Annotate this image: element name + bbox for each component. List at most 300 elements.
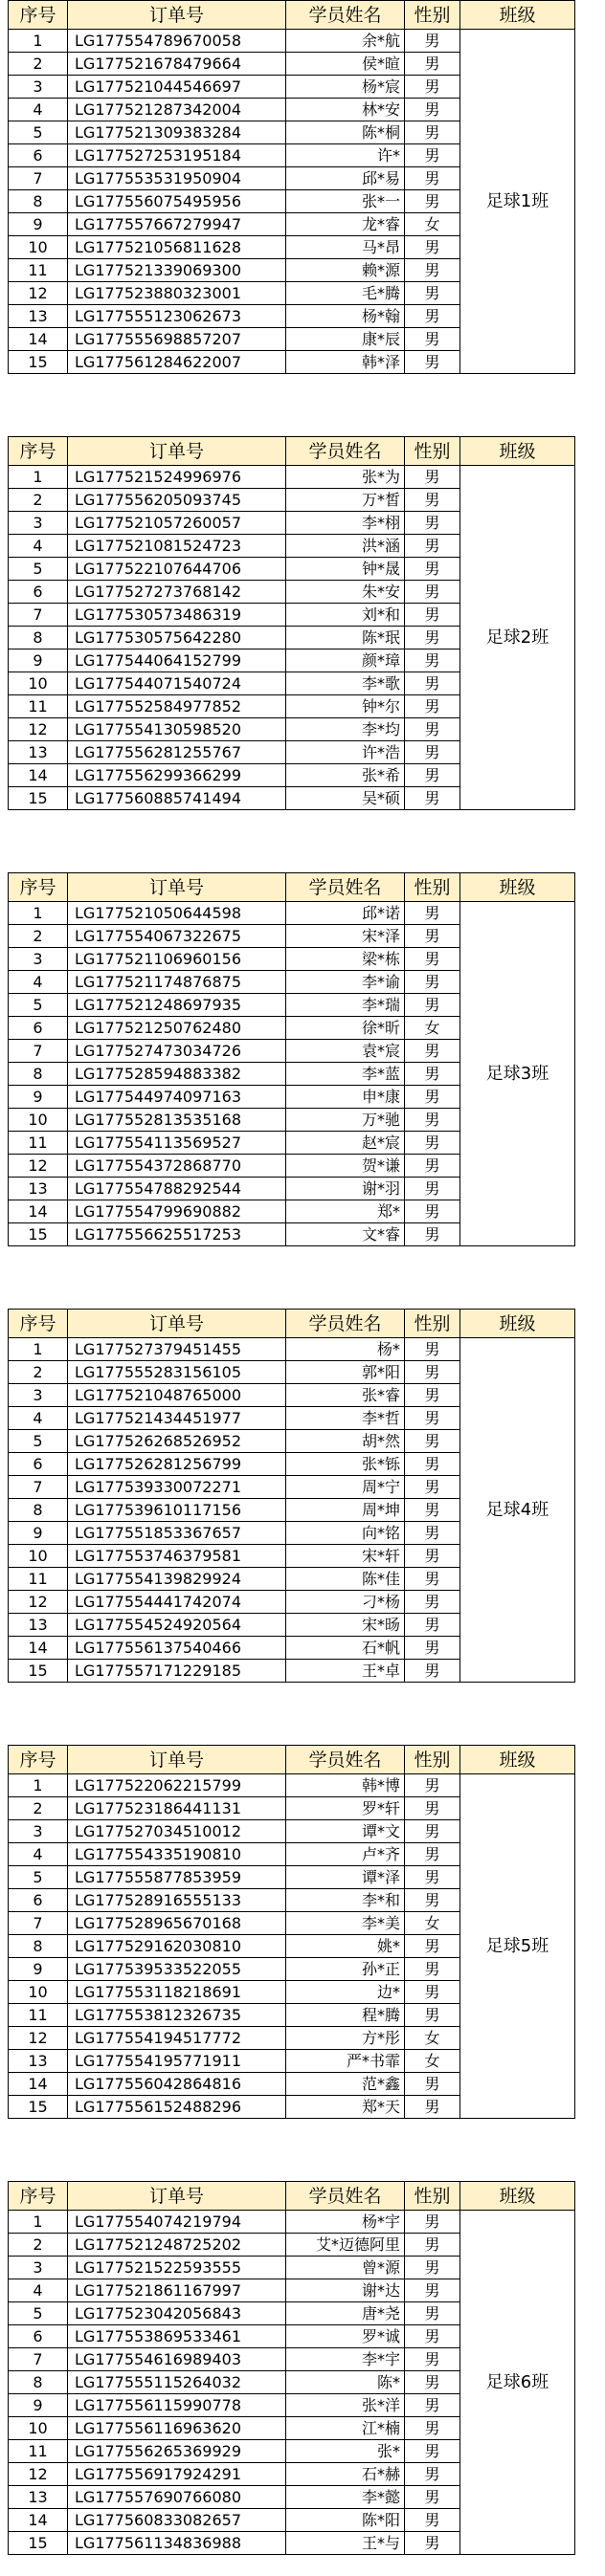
gender-cell: 男 (405, 1223, 460, 1246)
row-index-cell: 11 (9, 259, 68, 282)
row-index-cell: 2 (9, 1361, 68, 1384)
gender-cell: 男 (405, 2004, 460, 2027)
gender-cell: 男 (405, 2371, 460, 2394)
row-index-cell: 12 (9, 2463, 68, 2486)
student-name-cell: 邱*易 (286, 167, 405, 190)
header-gender: 性别 (405, 1, 460, 30)
student-name-cell: 钟*晟 (286, 558, 405, 581)
student-name-cell: 向*铭 (286, 1522, 405, 1545)
order-number-cell: LG177556137540466 (68, 1637, 286, 1660)
order-number-cell: LG177556265369929 (68, 2440, 286, 2463)
student-name-cell: 颜*璋 (286, 650, 405, 672)
row-index-cell: 10 (9, 1545, 68, 1568)
student-name-cell: 李*宇 (286, 2348, 405, 2371)
row-index-cell: 10 (9, 1981, 68, 2004)
gender-cell: 男 (405, 1981, 460, 2004)
gender-cell: 男 (405, 558, 460, 581)
header-index: 序号 (9, 1746, 68, 1774)
row-index-cell: 14 (9, 2073, 68, 2096)
order-number-cell: LG177554335190810 (68, 1843, 286, 1866)
student-name-cell: 陈*阳 (286, 2509, 405, 2532)
class-roster-table (8, 2181, 575, 2555)
gender-cell: 男 (405, 144, 460, 167)
order-number-cell: LG177554616989403 (68, 2348, 286, 2371)
order-number-cell: LG177556281255767 (68, 741, 286, 764)
row-index-cell: 4 (9, 1843, 68, 1866)
order-number-cell: LG177530573486319 (68, 604, 286, 627)
order-number-cell: LG177555877853959 (68, 1866, 286, 1889)
order-number-cell: LG177555698857207 (68, 328, 286, 351)
header-order-number: 订单号 (68, 2182, 286, 2211)
gender-cell: 男 (405, 1338, 460, 1361)
row-index-cell: 15 (9, 351, 68, 374)
header-student-name: 学员姓名 (286, 1310, 405, 1338)
header-index: 序号 (9, 1, 68, 30)
order-number-cell: LG177555115264032 (68, 2371, 286, 2394)
student-name-cell: 李*美 (286, 1912, 405, 1935)
row-index-cell: 1 (9, 1774, 68, 1797)
row-index-cell: 9 (9, 213, 68, 236)
student-name-cell: 谭*文 (286, 1820, 405, 1843)
order-number-cell: LG177554372868770 (68, 1155, 286, 1178)
row-index-cell: 13 (9, 1614, 68, 1637)
order-number-cell: LG177561284622007 (68, 351, 286, 374)
class-name-cell: 足球4班 (460, 1338, 575, 1683)
order-number-cell: LG177521044546697 (68, 76, 286, 99)
row-index-cell: 3 (9, 2257, 68, 2279)
student-name-cell: 龙*睿 (286, 213, 405, 236)
gender-cell: 女 (405, 1912, 460, 1935)
order-number-cell: LG177544071540724 (68, 672, 286, 695)
row-index-cell: 8 (9, 190, 68, 213)
row-index-cell: 8 (9, 2371, 68, 2394)
row-index-cell: 8 (9, 1063, 68, 1086)
row-index-cell: 4 (9, 535, 68, 558)
gender-cell: 男 (405, 2234, 460, 2257)
order-number-cell: LG177527273768142 (68, 581, 286, 604)
row-index-cell: 12 (9, 1155, 68, 1178)
student-name-cell: 文*睿 (286, 1223, 405, 1246)
order-number-cell: LG177552584977852 (68, 695, 286, 718)
gender-cell: 男 (405, 1843, 460, 1866)
order-number-cell: LG177555123062673 (68, 305, 286, 328)
gender-cell: 男 (405, 1591, 460, 1614)
gender-cell: 男 (405, 2096, 460, 2119)
order-number-cell: LG177560833082657 (68, 2509, 286, 2532)
student-name-cell: 刘*和 (286, 604, 405, 627)
order-number-cell: LG177521861167997 (68, 2279, 286, 2302)
row-index-cell: 10 (9, 672, 68, 695)
student-name-cell: 石*赫 (286, 2463, 405, 2486)
gender-cell: 男 (405, 2211, 460, 2234)
student-name-cell: 陈*珉 (286, 627, 405, 650)
row-index-cell: 10 (9, 236, 68, 259)
student-name-cell: 韩*博 (286, 1774, 405, 1797)
row-index-cell: 8 (9, 1935, 68, 1958)
order-number-cell: LG177523042056843 (68, 2302, 286, 2325)
gender-cell: 男 (405, 764, 460, 787)
student-name-cell: 艾*迈德阿里 (286, 2234, 405, 2257)
student-name-cell: 曾*源 (286, 2257, 405, 2279)
row-index-cell: 10 (9, 1109, 68, 1132)
gender-cell: 男 (405, 650, 460, 672)
order-number-cell: LG177527253195184 (68, 144, 286, 167)
student-name-cell: 梁*栋 (286, 948, 405, 971)
student-name-cell: 王*卓 (286, 1660, 405, 1683)
gender-cell: 男 (405, 994, 460, 1017)
row-index-cell: 11 (9, 2440, 68, 2463)
header-student-name: 学员姓名 (286, 873, 405, 902)
order-number-cell: LG177521048765000 (68, 1384, 286, 1407)
gender-cell: 男 (405, 627, 460, 650)
gender-cell: 男 (405, 167, 460, 190)
gender-cell: 男 (405, 672, 460, 695)
order-number-cell: LG177554789670058 (68, 30, 286, 53)
class-roster-table (8, 0, 575, 374)
student-name-cell: 徐*昕 (286, 1017, 405, 1040)
student-name-cell: 李*蓝 (286, 1063, 405, 1086)
header-class: 班级 (460, 437, 575, 466)
class-roster-table (8, 1745, 575, 2119)
row-index-cell: 7 (9, 604, 68, 627)
gender-cell: 男 (405, 236, 460, 259)
header-row (9, 437, 575, 466)
row-index-cell: 6 (9, 144, 68, 167)
row-index-cell: 14 (9, 328, 68, 351)
row-index-cell: 7 (9, 1476, 68, 1499)
header-index: 序号 (9, 437, 68, 466)
order-number-cell: LG177554067322675 (68, 925, 286, 948)
student-name-cell: 张*睿 (286, 1384, 405, 1407)
order-number-cell: LG177521050644598 (68, 902, 286, 925)
student-name-cell: 张* (286, 2440, 405, 2463)
row-index-cell: 14 (9, 764, 68, 787)
student-name-cell: 张*铄 (286, 1453, 405, 1476)
order-number-cell: LG177557667279947 (68, 213, 286, 236)
order-number-cell: LG177521434451977 (68, 1407, 286, 1430)
row-index-cell: 12 (9, 282, 68, 305)
header-index: 序号 (9, 873, 68, 902)
row-index-cell: 13 (9, 2050, 68, 2073)
order-number-cell: LG177557171229185 (68, 1660, 286, 1683)
row-index-cell: 15 (9, 1660, 68, 1683)
gender-cell: 男 (405, 1568, 460, 1591)
gender-cell: 男 (405, 1660, 460, 1683)
order-number-cell: LG177553869533461 (68, 2325, 286, 2348)
order-number-cell: LG177521522593555 (68, 2257, 286, 2279)
order-number-cell: LG177556075495956 (68, 190, 286, 213)
row-index-cell: 13 (9, 741, 68, 764)
gender-cell: 男 (405, 1361, 460, 1384)
row-index-cell: 15 (9, 2096, 68, 2119)
header-student-name: 学员姓名 (286, 437, 405, 466)
row-index-cell: 11 (9, 1132, 68, 1155)
student-name-cell: 郑*天 (286, 2096, 405, 2119)
row-index-cell: 1 (9, 30, 68, 53)
gender-cell: 男 (405, 2509, 460, 2532)
gender-cell: 男 (405, 1063, 460, 1086)
order-number-cell: LG177523880323001 (68, 282, 286, 305)
gender-cell: 男 (405, 2348, 460, 2371)
row-index-cell: 14 (9, 2509, 68, 2532)
row-index-cell: 9 (9, 1958, 68, 1981)
row-index-cell: 5 (9, 2302, 68, 2325)
gender-cell: 男 (405, 1820, 460, 1843)
row-index-cell: 13 (9, 305, 68, 328)
row-index-cell: 7 (9, 2348, 68, 2371)
row-index-cell: 5 (9, 121, 68, 144)
gender-cell: 男 (405, 1086, 460, 1109)
order-number-cell: LG177521174876875 (68, 971, 286, 994)
row-index-cell: 4 (9, 99, 68, 121)
row-index-cell: 3 (9, 512, 68, 535)
header-gender: 性别 (405, 437, 460, 466)
row-index-cell: 1 (9, 1338, 68, 1361)
row-index-cell: 2 (9, 2234, 68, 2257)
row-index-cell: 8 (9, 1499, 68, 1522)
order-number-cell: LG177521056811628 (68, 236, 286, 259)
order-number-cell: LG177522062215799 (68, 1774, 286, 1797)
order-number-cell: LG177527034510012 (68, 1820, 286, 1843)
order-number-cell: LG177553746379581 (68, 1545, 286, 1568)
header-order-number: 订单号 (68, 1, 286, 30)
row-index-cell: 1 (9, 2211, 68, 2234)
gender-cell: 男 (405, 787, 460, 810)
student-name-cell: 罗*轩 (286, 1797, 405, 1820)
gender-cell: 男 (405, 30, 460, 53)
order-number-cell: LG177539610117156 (68, 1499, 286, 1522)
student-name-cell: 许*浩 (286, 741, 405, 764)
student-name-cell: 卢*齐 (286, 1843, 405, 1866)
gender-cell: 男 (405, 351, 460, 374)
row-index-cell: 2 (9, 925, 68, 948)
student-name-cell: 杨*宸 (286, 76, 405, 99)
order-number-cell: LG177556115990778 (68, 2394, 286, 2417)
header-row (9, 1310, 575, 1338)
gender-cell: 男 (405, 718, 460, 741)
gender-cell: 男 (405, 1935, 460, 1958)
student-name-cell: 赵*宸 (286, 1132, 405, 1155)
student-name-cell: 康*辰 (286, 328, 405, 351)
header-row (9, 1, 575, 30)
student-name-cell: 姚* (286, 1935, 405, 1958)
gender-cell: 男 (405, 695, 460, 718)
table-row (9, 466, 575, 489)
row-index-cell: 4 (9, 2279, 68, 2302)
class-roster-table (8, 872, 575, 1246)
order-number-cell: LG177556042864816 (68, 2073, 286, 2096)
order-number-cell: LG177523186441131 (68, 1797, 286, 1820)
order-number-cell: LG177526281256799 (68, 1453, 286, 1476)
order-number-cell: LG177521524996976 (68, 466, 286, 489)
gender-cell: 男 (405, 190, 460, 213)
gender-cell: 男 (405, 99, 460, 121)
student-name-cell: 刁*杨 (286, 1591, 405, 1614)
order-number-cell: LG177521248697935 (68, 994, 286, 1017)
gender-cell: 男 (405, 2532, 460, 2555)
gender-cell: 男 (405, 1522, 460, 1545)
student-name-cell: 石*帆 (286, 1637, 405, 1660)
row-index-cell: 3 (9, 76, 68, 99)
row-index-cell: 9 (9, 2394, 68, 2417)
order-number-cell: LG177554799690882 (68, 1200, 286, 1223)
student-name-cell: 杨* (286, 1338, 405, 1361)
student-name-cell: 钟*尔 (286, 695, 405, 718)
header-gender: 性别 (405, 2182, 460, 2211)
student-name-cell: 李*懿 (286, 2486, 405, 2509)
table-row (9, 1338, 575, 1361)
header-order-number: 订单号 (68, 1310, 286, 1338)
row-index-cell: 3 (9, 948, 68, 971)
order-number-cell: LG177556299366299 (68, 764, 286, 787)
header-class: 班级 (460, 1, 575, 30)
row-index-cell: 11 (9, 695, 68, 718)
order-number-cell: LG177544974097163 (68, 1086, 286, 1109)
student-name-cell: 马*昂 (286, 236, 405, 259)
table-row (9, 902, 575, 925)
row-index-cell: 5 (9, 558, 68, 581)
row-index-cell: 2 (9, 489, 68, 512)
student-name-cell: 韩*泽 (286, 351, 405, 374)
gender-cell: 男 (405, 1958, 460, 1981)
student-name-cell: 侯*暄 (286, 53, 405, 76)
gender-cell: 男 (405, 259, 460, 282)
row-index-cell: 14 (9, 1637, 68, 1660)
order-number-cell: LG177556625517253 (68, 1223, 286, 1246)
student-name-cell: 李*谕 (286, 971, 405, 994)
student-name-cell: 严*书霏 (286, 2050, 405, 2073)
row-index-cell: 13 (9, 2486, 68, 2509)
order-number-cell: LG177527379451455 (68, 1338, 286, 1361)
class-name-cell: 足球5班 (460, 1774, 575, 2119)
table-row (9, 2211, 575, 2234)
row-index-cell: 5 (9, 994, 68, 1017)
gender-cell: 男 (405, 305, 460, 328)
gender-cell: 男 (405, 1545, 460, 1568)
order-number-cell: LG177554195771911 (68, 2050, 286, 2073)
student-name-cell: 陈* (286, 2371, 405, 2394)
gender-cell: 男 (405, 2073, 460, 2096)
order-number-cell: LG177528916555133 (68, 1889, 286, 1912)
order-number-cell: LG177521248725202 (68, 2234, 286, 2257)
class-roster-table (8, 1309, 575, 1683)
student-name-cell: 李*瑞 (286, 994, 405, 1017)
order-number-cell: LG177554130598520 (68, 718, 286, 741)
gender-cell: 男 (405, 2279, 460, 2302)
order-number-cell: LG177530575642280 (68, 627, 286, 650)
row-index-cell: 6 (9, 2325, 68, 2348)
student-name-cell: 郑* (286, 1200, 405, 1223)
student-name-cell: 万*皙 (286, 489, 405, 512)
row-index-cell: 9 (9, 650, 68, 672)
gender-cell: 男 (405, 1200, 460, 1223)
gender-cell: 男 (405, 489, 460, 512)
student-name-cell: 谢*羽 (286, 1178, 405, 1200)
student-name-cell: 洪*涵 (286, 535, 405, 558)
gender-cell: 男 (405, 1774, 460, 1797)
gender-cell: 女 (405, 2027, 460, 2050)
order-number-cell: LG177556116963620 (68, 2417, 286, 2440)
class-roster-table (8, 436, 575, 810)
student-name-cell: 郭*阳 (286, 1361, 405, 1384)
header-class: 班级 (460, 873, 575, 902)
student-name-cell: 张*希 (286, 764, 405, 787)
row-index-cell: 7 (9, 1040, 68, 1063)
order-number-cell: LG177521106960156 (68, 948, 286, 971)
order-number-cell: LG177554139829924 (68, 1568, 286, 1591)
student-name-cell: 吴*硕 (286, 787, 405, 810)
row-index-cell: 2 (9, 1797, 68, 1820)
header-index: 序号 (9, 2182, 68, 2211)
class-name-cell: 足球2班 (460, 466, 575, 810)
header-student-name: 学员姓名 (286, 2182, 405, 2211)
student-name-cell: 许* (286, 144, 405, 167)
gender-cell: 男 (405, 1109, 460, 1132)
student-name-cell: 李*和 (286, 1889, 405, 1912)
order-number-cell: LG177555283156105 (68, 1361, 286, 1384)
gender-cell: 男 (405, 1637, 460, 1660)
gender-cell: 男 (405, 2302, 460, 2325)
student-name-cell: 程*腾 (286, 2004, 405, 2027)
order-number-cell: LG177544064152799 (68, 650, 286, 672)
student-name-cell: 李*均 (286, 718, 405, 741)
gender-cell: 男 (405, 1453, 460, 1476)
order-number-cell: LG177553531950904 (68, 167, 286, 190)
student-name-cell: 申*康 (286, 1086, 405, 1109)
student-name-cell: 周*坤 (286, 1499, 405, 1522)
order-number-cell: LG177554194517772 (68, 2027, 286, 2050)
order-number-cell: LG177556917924291 (68, 2463, 286, 2486)
order-number-cell: LG177554524920564 (68, 1614, 286, 1637)
row-index-cell: 3 (9, 1820, 68, 1843)
student-name-cell: 邱*诺 (286, 902, 405, 925)
gender-cell: 男 (405, 1407, 460, 1430)
order-number-cell: LG177529162030810 (68, 1935, 286, 1958)
order-number-cell: LG177526268526952 (68, 1430, 286, 1453)
header-class: 班级 (460, 2182, 575, 2211)
header-gender: 性别 (405, 873, 460, 902)
gender-cell: 男 (405, 604, 460, 627)
gender-cell: 男 (405, 328, 460, 351)
row-index-cell: 15 (9, 2532, 68, 2555)
order-number-cell: LG177561134836988 (68, 2532, 286, 2555)
gender-cell: 男 (405, 902, 460, 925)
gender-cell: 男 (405, 2257, 460, 2279)
student-name-cell: 李*哲 (286, 1407, 405, 1430)
student-name-cell: 万*驰 (286, 1109, 405, 1132)
header-class: 班级 (460, 1746, 575, 1774)
order-number-cell: LG177521287342004 (68, 99, 286, 121)
student-name-cell: 陈*佳 (286, 1568, 405, 1591)
student-name-cell: 杨*宇 (286, 2211, 405, 2234)
order-number-cell: LG177521057260057 (68, 512, 286, 535)
table-row (9, 30, 575, 53)
header-order-number: 订单号 (68, 873, 286, 902)
order-number-cell: LG177539330072271 (68, 1476, 286, 1499)
order-number-cell: LG177554113569527 (68, 1132, 286, 1155)
class-name-cell: 足球3班 (460, 902, 575, 1246)
student-name-cell: 赖*源 (286, 259, 405, 282)
row-index-cell: 11 (9, 2004, 68, 2027)
student-name-cell: 宋*旸 (286, 1614, 405, 1637)
order-number-cell: LG177554788292544 (68, 1178, 286, 1200)
student-name-cell: 江*楠 (286, 2417, 405, 2440)
student-name-cell: 罗*诚 (286, 2325, 405, 2348)
gender-cell: 男 (405, 466, 460, 489)
gender-cell: 男 (405, 2394, 460, 2417)
row-index-cell: 12 (9, 2027, 68, 2050)
gender-cell: 男 (405, 925, 460, 948)
